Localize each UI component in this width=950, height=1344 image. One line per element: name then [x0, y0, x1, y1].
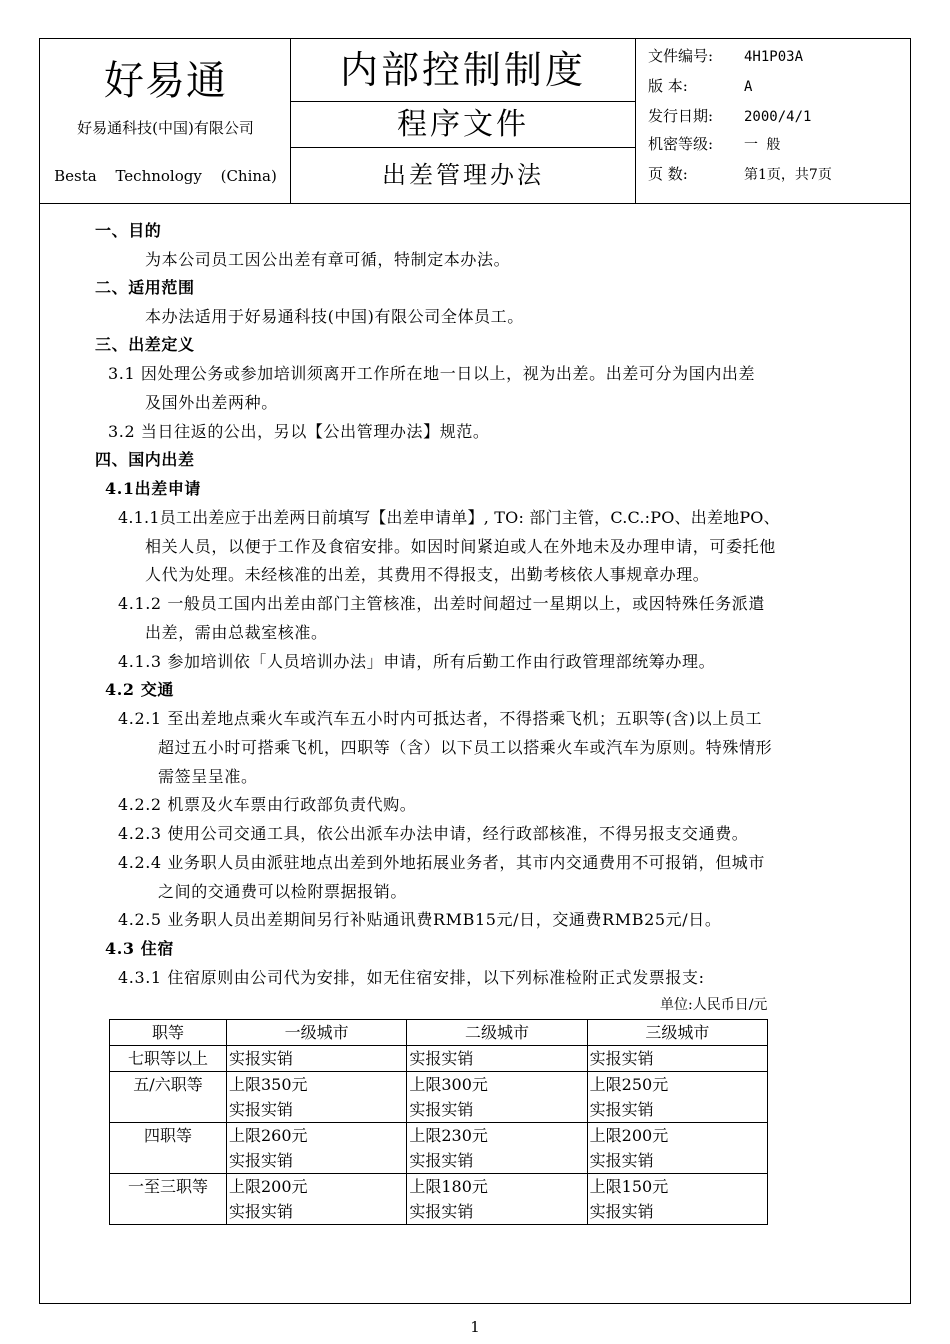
section-heading: 四、国内出差: [95, 450, 195, 469]
document-type-title: 程序文件: [291, 102, 635, 148]
rate-cell: 上限150元 实报实销: [587, 1174, 767, 1225]
rate-cell: 上限350元 实报实销: [227, 1072, 407, 1123]
lodging-standard-table: [109, 1019, 768, 1225]
company-name-en: Besta Technology (China): [54, 167, 277, 185]
document-meta: [636, 39, 910, 203]
meta-doc-number: 文件编号: 4H1P03A: [648, 47, 804, 65]
company-name-cn: 好易通科技(中国)有限公司: [77, 119, 254, 137]
paragraph-line: 本办法适用于好易通科技(中国)有限公司全体员工。: [145, 307, 524, 326]
meta-version: 版 本: A: [648, 77, 753, 95]
subsection-heading: 4.2 交通: [105, 680, 175, 699]
column-header: 二级城市: [407, 1020, 587, 1046]
table-row: [110, 1123, 768, 1174]
document-header: [40, 39, 910, 204]
grade-cell: 五/六职等: [110, 1072, 227, 1123]
paragraph-line: 4.2.2 机票及火车票由行政部负责代购。: [118, 795, 417, 814]
paragraph-line: 4.2.1 至出差地点乘火车或汽车五小时内可抵达者，不得搭乘飞机；五职等(含)以上员工: [118, 709, 763, 728]
paragraph-line: 需签呈呈准。: [158, 767, 258, 786]
company-cell: [40, 39, 291, 203]
paragraph-line: 4.1.2 一般员工国内出差由部门主管核准，出差时间超过一星期以上，或因特殊任务派遣: [118, 594, 765, 613]
paragraph-line: 超过五小时可搭乘飞机，四职等（含）以下员工以搭乘火车或汽车为原则。特殊情形: [158, 738, 773, 757]
paragraph-line: 人代为处理。未经核准的出差，其费用不得报支，出勤考核依人事规章办理。: [145, 565, 710, 584]
paragraph-line: 及国外出差两种。: [145, 393, 278, 412]
document-category-title: 内部控制制度: [291, 39, 635, 102]
paragraph-line: 为本公司员工因公出差有章可循，特制定本办法。: [145, 250, 511, 269]
company-logo: 好易通: [104, 58, 227, 104]
table-row: [110, 1174, 768, 1225]
meta-page-count: 页 数: 第1页，共7页: [648, 165, 832, 183]
table-row: [110, 1072, 768, 1123]
column-header: 三级城市: [587, 1020, 767, 1046]
paragraph-line: 4.1.3 参加培训依「人员培训办法」申请，所有后勤工作由行政管理部统筹办理。: [118, 652, 716, 671]
paragraph-line: 3.1 因处理公务或参加培训须离开工作所在地一日以上，视为出差。出差可分为国内出差: [108, 364, 756, 383]
column-header: 一级城市: [227, 1020, 407, 1046]
rate-cell: 上限200元 实报实销: [587, 1123, 767, 1174]
rate-cell: 上限250元 实报实销: [587, 1072, 767, 1123]
paragraph-line: 相关人员，以便于工作及食宿安排。如因时间紧迫或人在外地未及办理申请，可委托他: [145, 537, 776, 556]
paragraph-line: 之间的交通费可以检附票据报销。: [158, 882, 408, 901]
table-row: [110, 1046, 768, 1072]
rate-cell: 上限200元 实报实销: [227, 1174, 407, 1225]
subsection-heading: 4.3 住宿: [105, 939, 175, 958]
paragraph-line: 3.2 当日往返的公出，另以【公出管理办法】规范。: [108, 422, 490, 441]
paragraph-line: 4.2.4 业务职人员由派驻地点出差到外地拓展业务者，其市内交通费用不可报销，但城市: [118, 853, 765, 872]
rate-cell: 实报实销: [227, 1046, 407, 1072]
rate-cell: 上限180元 实报实销: [407, 1174, 587, 1225]
document-title: 出差管理办法: [382, 161, 544, 189]
rate-cell: 实报实销: [587, 1046, 767, 1072]
title-cell: [291, 39, 636, 203]
section-heading: 一、目的: [95, 221, 162, 240]
table-header-row: [110, 1020, 768, 1046]
paragraph-line: 出差，需由总裁室核准。: [145, 623, 328, 642]
section-heading: 三、出差定义: [95, 335, 195, 354]
meta-issue-date: 发行日期: 2000/4/1: [648, 107, 812, 125]
rate-cell: 上限260元 实报实销: [227, 1123, 407, 1174]
grade-cell: 一至三职等: [110, 1174, 227, 1225]
column-header: 职等: [110, 1020, 227, 1046]
subsection-heading: 4.1出差申请: [105, 479, 202, 498]
paragraph-line: 4.2.5 业务职人员出差期间另行补贴通讯费RMB15元/日，交通费RMB25元/日。: [118, 910, 722, 929]
rate-cell: 实报实销: [407, 1046, 587, 1072]
table-unit-note: 单位:人民币日/元: [660, 997, 768, 1013]
section-heading: 二、适用范围: [95, 278, 195, 297]
rate-cell: 上限300元 实报实销: [407, 1072, 587, 1123]
paragraph-line: 4.3.1 住宿原则由公司代为安排，如无住宿安排，以下列标准检附正式发票报支:: [118, 968, 705, 987]
grade-cell: 七职等以上: [110, 1046, 227, 1072]
page-number: 1: [470, 1318, 480, 1336]
paragraph-line: 4.1.1员工出差应于出差两日前填写【出差申请单】, TO: 部门主管，C.C.:PO、出差地PO、: [118, 508, 780, 527]
paragraph-line: 4.2.3 使用公司交通工具，依公出派车办法申请，经行政部核准，不得另报支交通费。: [118, 824, 749, 843]
grade-cell: 四职等: [110, 1123, 227, 1174]
meta-confidentiality: 机密等级: 一 般: [648, 135, 781, 153]
rate-cell: 上限230元 实报实销: [407, 1123, 587, 1174]
